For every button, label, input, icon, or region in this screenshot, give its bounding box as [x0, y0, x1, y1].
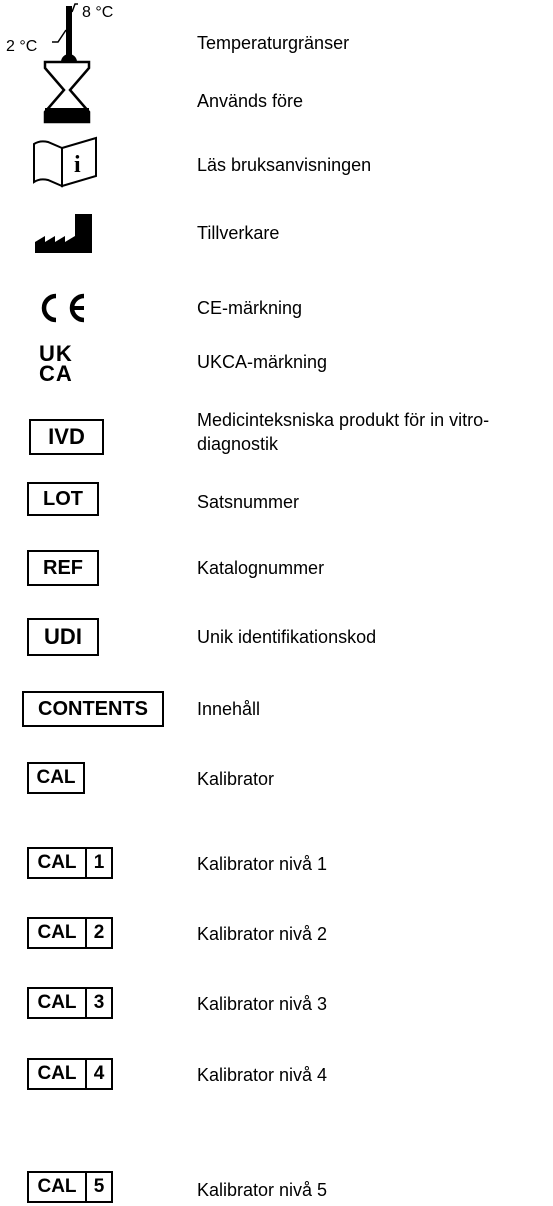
cal-3-level: 3 — [93, 992, 105, 1013]
ref-text: REF — [43, 556, 83, 579]
cal-box — [27, 762, 85, 794]
lot-label: Satsnummer — [197, 492, 300, 512]
contents-row — [0, 680, 553, 750]
ce-label: CE-märkning — [197, 298, 303, 318]
cal-5-box — [27, 1171, 113, 1203]
cal-4-cal: CAL — [29, 1060, 87, 1088]
temp-low-label: 2 °C — [6, 38, 38, 55]
lot-row — [0, 472, 553, 542]
cal-5-level: 5 — [93, 1176, 105, 1197]
ivd-box — [29, 419, 104, 455]
udi-text: UDI — [44, 624, 82, 649]
cal-1-box — [27, 847, 113, 879]
contents-box — [22, 691, 164, 727]
lot-box — [27, 482, 99, 516]
cal-1-level: 1 — [93, 852, 105, 873]
cal-4-label: Kalibrator nivå 4 — [197, 1065, 328, 1085]
cal-text: CAL — [36, 767, 76, 788]
use-by-row — [0, 60, 553, 130]
cal-row — [0, 750, 553, 820]
cal-4-box — [27, 1058, 113, 1090]
cal-1-label: Kalibrator nivå 1 — [197, 854, 328, 874]
cal-label: Kalibrator — [197, 769, 275, 789]
udi-row — [0, 608, 553, 678]
cal-3-label: Kalibrator nivå 3 — [197, 994, 328, 1014]
book-info-icon — [0, 132, 130, 202]
info-glyph: i — [74, 152, 81, 178]
use-by-label: Används före — [197, 91, 304, 111]
factory-icon — [0, 198, 130, 268]
lot-text: LOT — [43, 487, 83, 510]
contents-label: Innehåll — [197, 699, 261, 719]
temp-high-label: 8 °C — [82, 4, 114, 21]
cal-5-label: Kalibrator nivå 5 — [197, 1180, 328, 1200]
cal-2-level: 2 — [93, 922, 105, 943]
cal-3-cal: CAL — [29, 989, 87, 1017]
cal-1-row — [0, 820, 553, 890]
cal-4-row — [0, 1030, 553, 1100]
cal-5-cal: CAL — [29, 1173, 87, 1201]
cal-4-level: 4 — [93, 1063, 105, 1084]
cal-2-box — [27, 917, 113, 949]
cal-3-box — [27, 987, 113, 1019]
cal-5-row — [0, 1100, 553, 1206]
temperature-label: Temperaturgränser — [197, 33, 350, 53]
cal-2-label: Kalibrator nivå 2 — [197, 924, 328, 944]
ce-row — [0, 268, 553, 338]
cal-3-row — [0, 960, 553, 1030]
ref-box — [27, 550, 99, 586]
ivd-label: Medicinteksniska produkt för in vitro-diagnostik — [197, 410, 490, 454]
ukca-row — [0, 338, 553, 408]
ref-row — [0, 538, 553, 608]
contents-text: CONTENTS — [38, 697, 148, 720]
ukca-mark-icon — [39, 341, 73, 386]
ce-mark-icon — [0, 268, 130, 338]
hourglass-icon — [0, 60, 130, 130]
ukca-label: UKCA-märkning — [197, 352, 328, 372]
udi-label: Unik identifikationskod — [197, 627, 377, 647]
instructions-label: Läs bruksanvisningen — [197, 155, 372, 175]
manufacturer-label: Tillverkare — [197, 223, 280, 243]
manufacturer-row — [0, 198, 553, 268]
ukca-top: UK — [39, 341, 73, 366]
cal-2-cal: CAL — [29, 919, 87, 947]
instructions-row — [0, 132, 553, 202]
ivd-text: IVD — [48, 424, 85, 449]
ukca-bottom: CA — [39, 361, 73, 386]
ref-label: Katalognummer — [197, 558, 325, 578]
cal-2-row — [0, 890, 553, 960]
ivd-row — [0, 408, 553, 478]
udi-box — [27, 618, 99, 656]
cal-1-cal: CAL — [29, 849, 87, 877]
